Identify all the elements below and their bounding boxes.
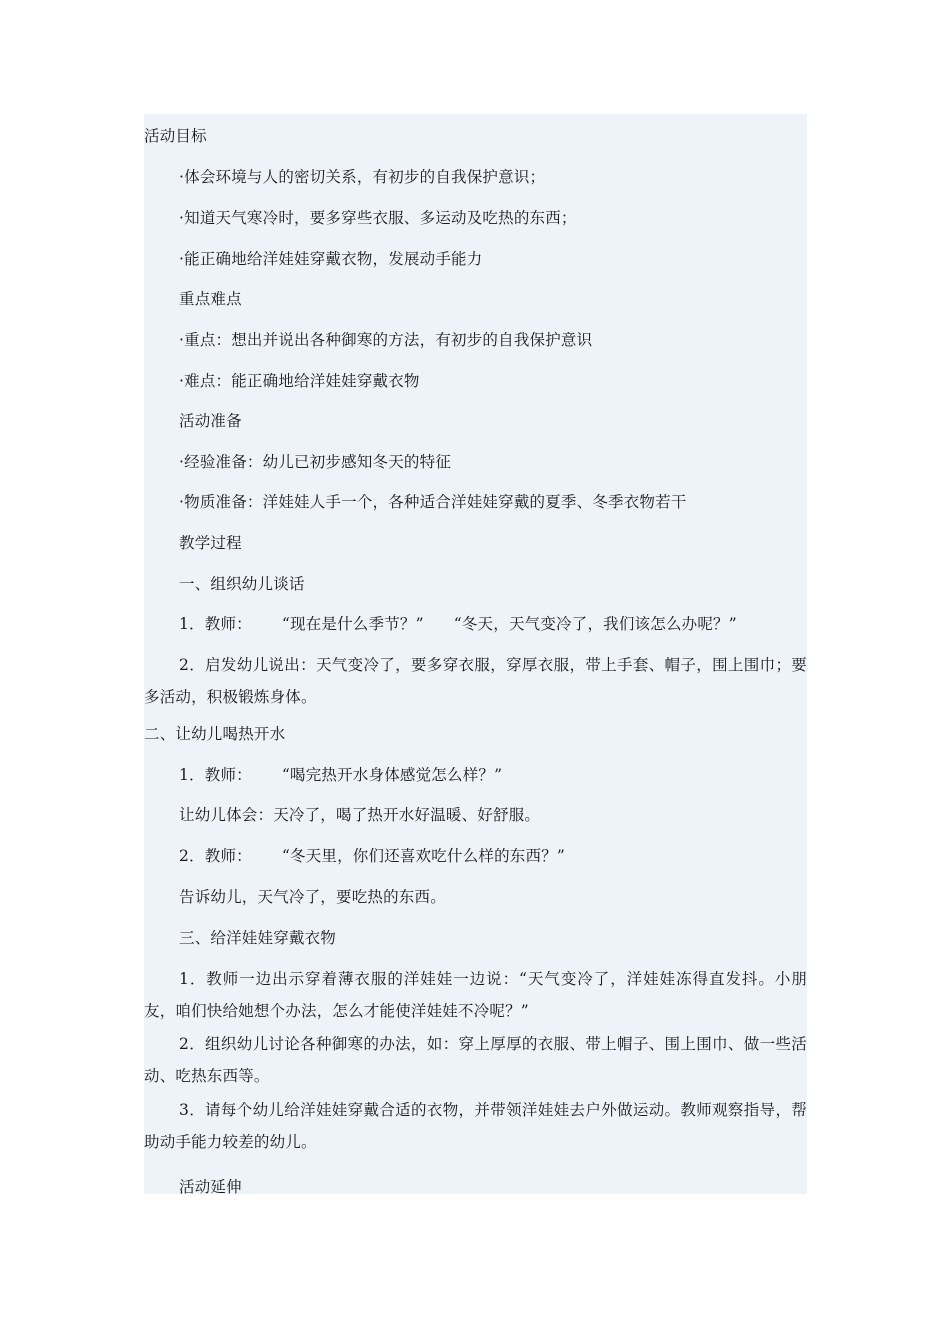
- teacher-question: “现在是什么季节？”: [281, 615, 424, 633]
- key-point-item: ·重点：想出并说出各种御寒的方法，有初步的自我保护意识: [179, 331, 593, 349]
- teacher-question: “冬天里，你们还喜欢吃什么样的东西？”: [281, 847, 566, 865]
- part2-item2-note: 告诉幼儿，天气冷了，要吃热的东西。: [179, 888, 446, 906]
- section-heading-preparation: 活动准备: [179, 412, 242, 430]
- item-label: 1．教师：: [179, 615, 252, 633]
- section-heading-process: 教学过程: [179, 534, 242, 552]
- teacher-question: “喝完热开水身体感觉怎么样？”: [281, 766, 503, 784]
- part-heading: 三、给洋娃娃穿戴衣物: [179, 929, 337, 947]
- part2-item1-note: 让幼儿体会：天冷了，喝了热开水好温暖、好舒服。: [179, 806, 541, 824]
- part3-item2: 2．组织幼儿讨论各种御寒的办法，如：穿上厚厚的衣服、带上帽子、围上围巾、做一些活动、吃热东西等。: [144, 1035, 807, 1085]
- key-point-item: ·难点：能正确地给洋娃娃穿戴衣物: [179, 372, 420, 390]
- part1-item2: 2．启发幼儿说出：天气变冷了，要多穿衣服，穿厚衣服，带上手套、帽子，围上围巾；要多活动，积极锻炼身体。: [144, 656, 807, 706]
- part3-item3: 3．请每个幼儿给洋娃娃穿戴合适的衣物，并带领洋娃娃去户外做运动。教师观察指导，帮助动手能力较差的幼儿。: [144, 1101, 807, 1151]
- part3-item1: 1．教师一边出示穿着薄衣服的洋娃娃一边说：“天气变冷了，洋娃娃冻得直发抖。小朋友，咱们快给她想个办法，怎么才能使洋娃娃不冷呢？”: [144, 970, 807, 1020]
- goal-item: ·能正确地给洋娃娃穿戴衣物，发展动手能力: [179, 250, 483, 268]
- section-heading-key-points: 重点难点: [179, 290, 242, 308]
- part1-item1: [179, 614, 737, 634]
- teacher-question: “冬天，天气变冷了，我们该怎么办呢？”: [453, 615, 737, 633]
- part2-item2: [179, 846, 565, 866]
- goal-item: ·体会环境与人的密切关系，有初步的自我保护意识；: [179, 168, 546, 186]
- preparation-item: ·物质准备：洋娃娃人手一个，各种适合洋娃娃穿戴的夏季、冬季衣物若干: [179, 493, 687, 511]
- item-label: 2．教师：: [179, 847, 252, 865]
- part2-item1: [179, 765, 502, 785]
- goal-item: ·知道天气寒冷时，要多穿些衣服、多运动及吃热的东西；: [179, 209, 577, 227]
- item-label: 1．教师：: [179, 766, 252, 784]
- preparation-item: ·经验准备：幼儿已初步感知冬天的特征: [179, 453, 452, 471]
- section-heading-goals: 活动目标: [144, 127, 207, 145]
- part-heading: 二、让幼儿喝热开水: [144, 725, 286, 743]
- section-heading-extension: 活动延伸: [179, 1178, 242, 1196]
- part-heading: 一、组织幼儿谈话: [179, 575, 305, 593]
- document-page-content: [144, 114, 807, 1194]
